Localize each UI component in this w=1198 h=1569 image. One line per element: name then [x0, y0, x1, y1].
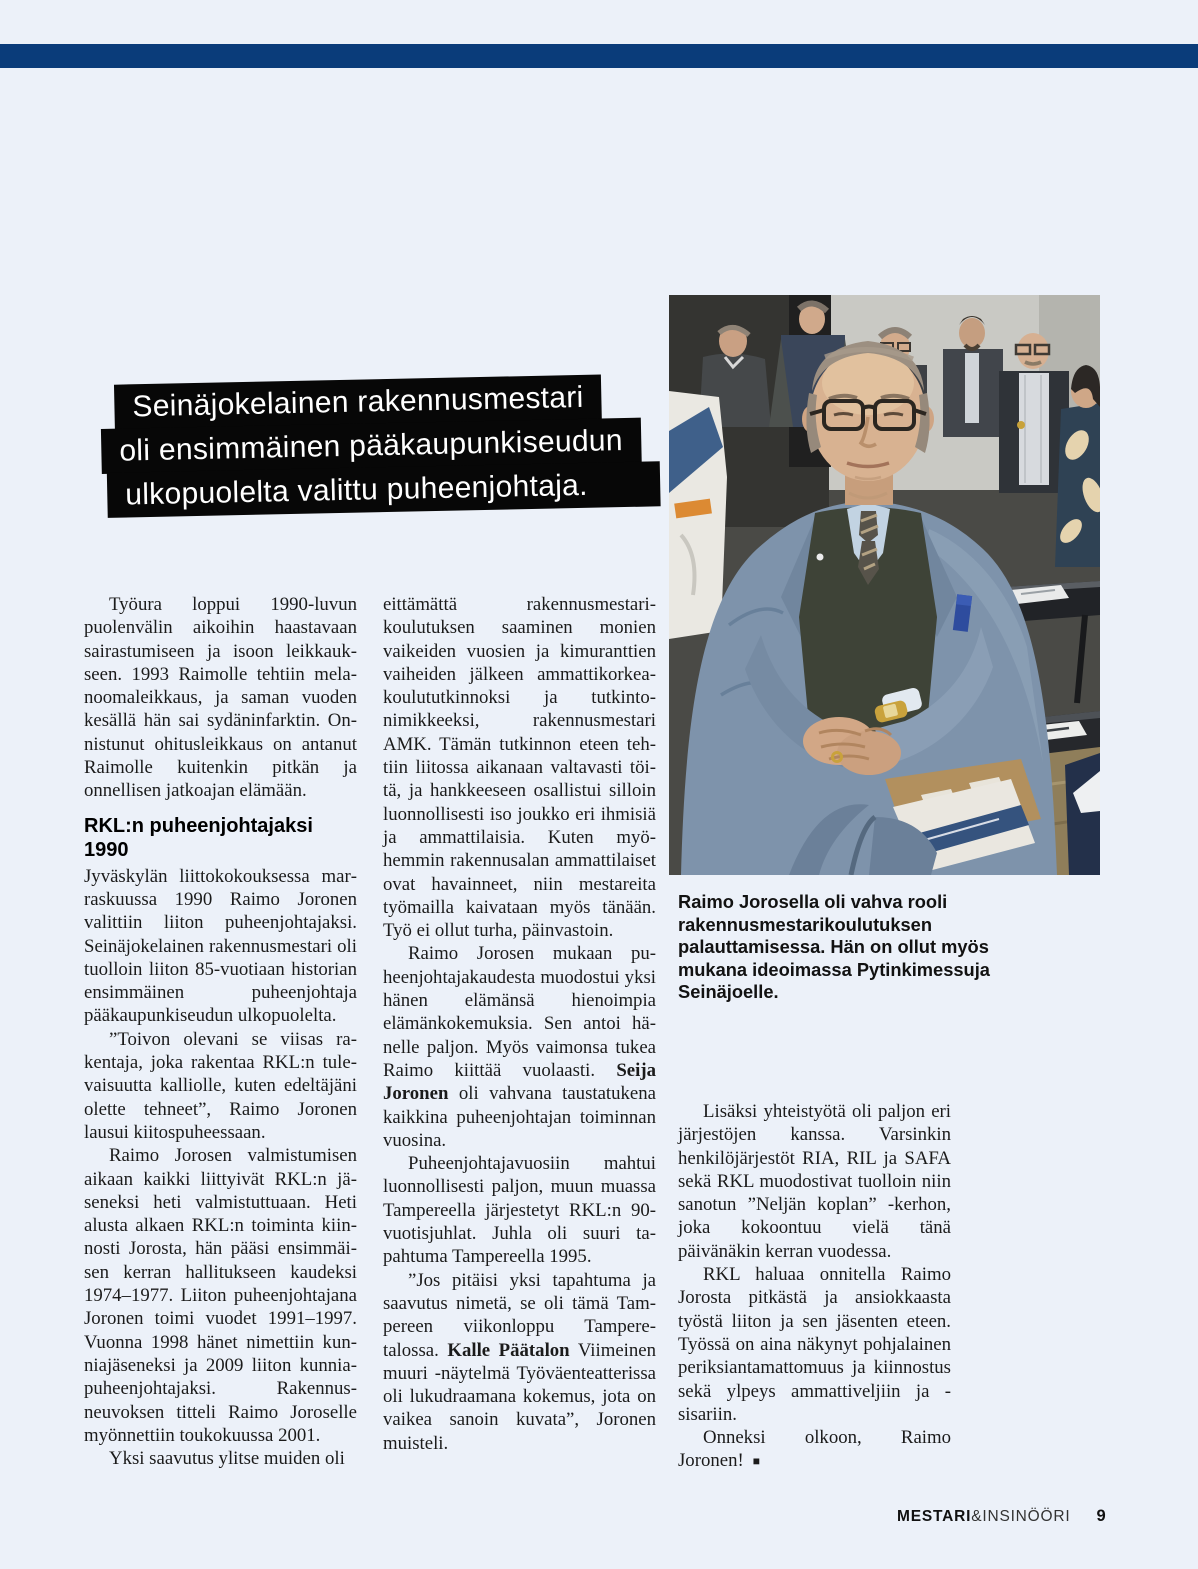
page-footer: [897, 1507, 1106, 1526]
page-number: 9: [1096, 1507, 1106, 1525]
magazine-brand-bold: MESTARI: [897, 1508, 972, 1525]
paragraph: Työura loppui 1990-luvun puolenvälin aikoihin haastavaan sairastumiseen ja isoon leikkaukseen. 1993 Raimolle tehtiin melanoomaleikkaus, ja saman vuoden kesällä hän sai sydäninfarktin. Onnistunut ohitusleikkaus on antanut Raimolle kuitenkin pitkän ja onnellisen jatkoajan elämään.: [84, 594, 357, 802]
paragraph-text: Raimo Jorosen mukaan puheenjohtajakaudesta muodostui yksi hänen elämänsä hienoimpia elämänkokemuksia. Sen antoi hänelle paljon. Myös vaimonsa tukea Raimo kiittää vuolaasti.: [383, 943, 656, 1081]
article-column-3: [678, 1100, 951, 1474]
pull-quote: [100, 374, 660, 518]
photo-caption: Raimo Jorosella oli vahva rooli rakennusmestarikoulutuksen palauttamisessa. Hän on ollut myös mukana ideoimassa Pytinkimessuja Seinäjoelle.: [678, 891, 990, 1003]
paragraph: [678, 1426, 951, 1474]
paragraph-text: ”Jos pitäisi yksi tapahtuma ja saavutus nimetä, se oli tämä Tampereen viikonloppu Tampere-talossa.: [383, 1269, 656, 1361]
pull-quote-line: ulkopuolelta valittu puheenjohtaja.: [107, 461, 660, 518]
paragraph: Puheenjohtajavuosiin mahtui luonnollisesti paljon, muun muassa Tampereella järjestetyt RKL:n 90-vuotisjuhlat. Juhla oli suuri tapahtuma Tampereella 1995.: [383, 1153, 656, 1268]
paragraph-text: oli vahvana taustatukena kaikkina puheenjohtajan toiminnan vuosina.: [383, 1083, 656, 1151]
article-photo-illustration: [669, 295, 1100, 875]
paragraph: [383, 942, 656, 1152]
paragraph: Jyväskylän liittokokouksessa marraskuussa 1990 Raimo Joronen valittiin liiton puheenjohtajaksi. Seinäjokelainen rakennusmestari oli tuolloin liiton 85-vuotiaan historian ensimmäinen puheenjohtaja pääkaupunkiseudun ulkopuolelta.: [84, 865, 357, 1027]
bold-name: Kalle Päätalon: [447, 1339, 570, 1361]
magazine-brand-light: &INSINÖÖRI: [971, 1508, 1071, 1525]
section-heading: RKL:n puheenjohtajaksi 1990: [84, 814, 313, 861]
paragraph: RKL haluaa onnitella Raimo Jorosta pitkästä ja ansiokkaasta työstä liiton ja sen jäsenten eteen. Työssä on aina näkynyt pohjalainen periksiantamattomuus ja kiinnostus sekä ylpeys ammattiveljiin ja -sisariin.: [678, 1264, 951, 1425]
paragraph: Raimo Jorosen valmistumisen aikaan kaikki liittyivät RKL:n jäseneksi heti valmistuttuaan. Heti alusta alkaen RKL:n toiminta kiinnosti Jorosta, hän pääsi ensimmäisen kerran hallitukseen kaudeksi 1974–1977. Liiton puheenjohtajana Joronen toimi vuodet 1991–1997. Vuonna 1998 hänet nimettiin kunniajäseneksi ja 2009 liiton kunniapuheenjohtajaksi. Rakennusneuvoksen titteli Raimo Joroselle myönnettiin toukokuussa 2001.: [84, 1145, 357, 1446]
article-column-1: [84, 593, 357, 1470]
paragraph: Yksi saavutus ylitse muiden oli: [109, 1448, 345, 1470]
paragraph: ”Toivon olevani se viisas rakentaja, joka rakentaa RKL:n tulevaisuutta kalliolle, kuten edeltäjäni olette tehneet”, Raimo Joronen lausui kiitospuheessaan.: [84, 1028, 357, 1143]
article-column-2: [383, 593, 656, 1455]
bold-name: Seija Joronen: [383, 1059, 656, 1105]
pull-quote-line: Seinäjokelainen rakennusmestari: [114, 375, 602, 430]
paragraph: [383, 1269, 656, 1455]
paragraph-text: Viimeinen muuri -näytelmä Työväenteatterissa oli lukudraamana kokemus, jota on vaikea sanoin kuvata”, Joronen muisteli.: [383, 1339, 656, 1454]
top-accent-bar: [0, 44, 1198, 68]
paragraph: Lisäksi yhteistyötä oli paljon eri järjestöjen kanssa. Varsinkin henkilöjärjestöt RIA, RIL ja SAFA sekä RKL muodostivat tuolloin niin sanotun ”Neljän koplan” -kerhon, joka kokoontuu vielä tänä päivänäkin kerran vuodessa.: [678, 1101, 951, 1262]
paragraph-text: Onneksi olkoon, Raimo Joronen!: [678, 1427, 951, 1472]
article-end-mark: ■: [752, 1454, 760, 1469]
pull-quote-line: oli ensimmäinen pääkaupunkiseudun: [101, 418, 641, 474]
paragraph: eittämättä rakennusmestarikoulutuksen saaminen monien vaikeiden vuosien ja kimuranttien vaiheiden jälkeen ammattikorkeakoulututkinnoksi ja tutkintonimikkeeksi, rakennusmestari AMK. Tämän tutkinnon eteen tehtiin liitossa aikanaan valtavasti töitä, ja hankkeeseen osallistui silloin luonnollisesti iso joukko eri ihmisiä ja ammattilaisia. Kuten myöhemmin rakennusalan ammattilaiset ovat havainneet, niin mestareita työmailla kaivataan myös tänään. Työ ei ollut turha, päinvastoin.: [383, 594, 656, 942]
article-photo: [669, 295, 1100, 875]
